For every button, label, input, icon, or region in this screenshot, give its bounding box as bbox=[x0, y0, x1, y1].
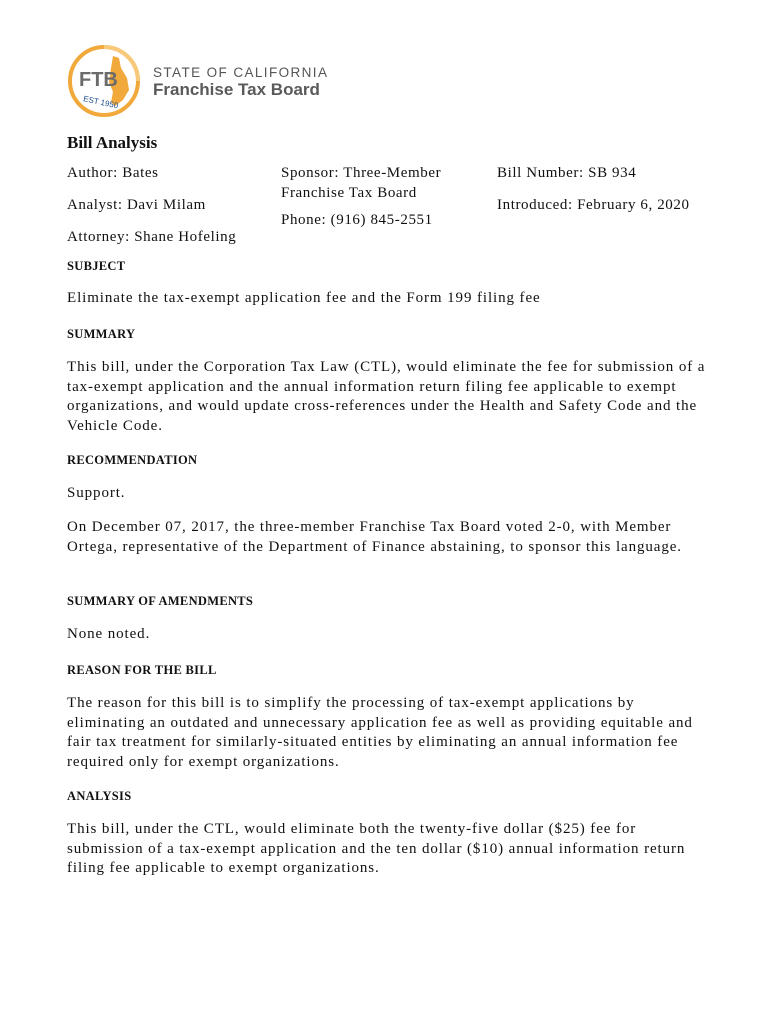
ftb-seal-icon bbox=[67, 44, 147, 119]
amendments-heading: SUMMARY OF AMENDMENTS bbox=[67, 594, 254, 608]
page-title: Bill Analysis bbox=[67, 133, 158, 152]
analysis-heading: ANALYSIS bbox=[67, 789, 132, 803]
recommendation-detail: On December 07, 2017, the three-member Franchise Tax Board voted 2-0, with Member Ortega, representative of the Department of Finance abstaining, to sponsor this language. bbox=[67, 519, 682, 555]
org-state: STATE OF CALIFORNIA bbox=[153, 65, 329, 80]
amendments-text: None noted. bbox=[67, 626, 151, 642]
svg-text:EST 1950: EST 1950 bbox=[82, 94, 120, 111]
subject-heading: SUBJECT bbox=[67, 259, 126, 273]
reason-heading: REASON FOR THE BILL bbox=[67, 663, 217, 677]
meta-column-1 bbox=[67, 163, 236, 247]
bill-number-label: Bill Number: SB 934 bbox=[497, 165, 637, 181]
analysis-text: This bill, under the CTL, would eliminate both the twenty-five dollar ($25) fee for submission of a tax-exempt application and the ten dollar ($10) annual information return filing fee applicable to exempt organizations. bbox=[67, 821, 686, 876]
summary-text: This bill, under the Corporation Tax Law (CTL), would eliminate the fee for submission of a tax-exempt application and the annual information return filing fee applicable to exempt organizations, and would update cross-references under the Health and Safety Code and the Vehicle Code. bbox=[67, 359, 706, 434]
summary-heading: SUMMARY bbox=[67, 327, 136, 341]
ftb-logo bbox=[67, 44, 327, 119]
attorney-label: Attorney: Shane Hofeling bbox=[67, 229, 237, 245]
subject-text: Eliminate the tax-exempt application fee and the Form 199 filing fee bbox=[67, 290, 541, 306]
reason-text: The reason for this bill is to simplify the processing of tax-exempt applications by eliminating an outdated and unnecessary application fee as well as providing equitable and fair tax treatment for similarly-situated entities by eliminating an annual information fee required only for exempt organizations. bbox=[67, 695, 693, 770]
author-label: Author: Bates bbox=[67, 165, 159, 181]
org-name: Franchise Tax Board bbox=[153, 80, 320, 99]
introduced-label: Introduced: February 6, 2020 bbox=[497, 197, 690, 213]
sponsor-label-line1: Sponsor: Three-Member bbox=[281, 165, 442, 181]
meta-column-3 bbox=[497, 163, 690, 215]
recommendation-text: Support. bbox=[67, 485, 126, 501]
sponsor-label-line2: Franchise Tax Board bbox=[281, 185, 417, 201]
meta-column-2 bbox=[281, 163, 441, 230]
recommendation-heading: RECOMMENDATION bbox=[67, 453, 198, 467]
analyst-label: Analyst: Davi Milam bbox=[67, 197, 206, 213]
phone-label: Phone: (916) 845-2551 bbox=[281, 212, 433, 228]
svg-text:FTB: FTB bbox=[79, 69, 118, 91]
